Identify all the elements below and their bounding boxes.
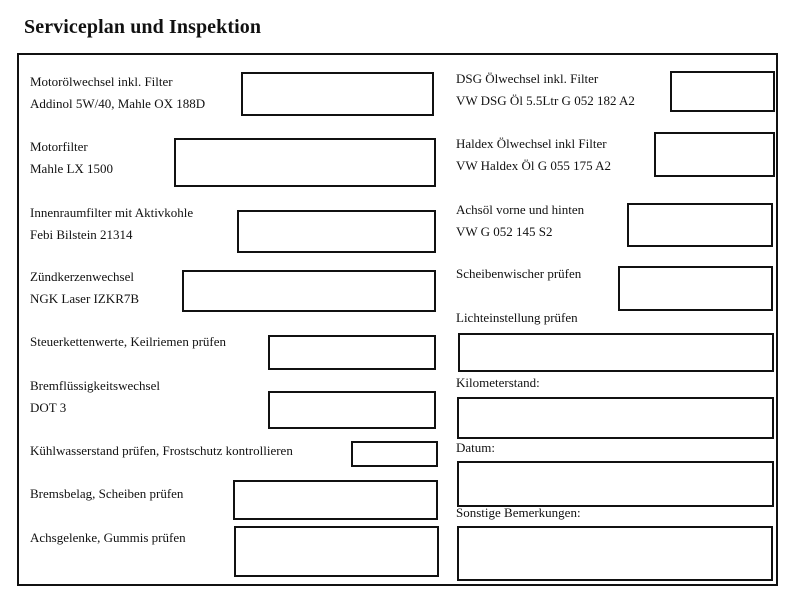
field-dsg[interactable] (670, 71, 775, 112)
label-innenraumfilter (30, 202, 193, 246)
label-line: DOT 3 (30, 400, 67, 415)
label-line: Bremflüssigkeitswechsel (30, 378, 160, 393)
field-zuendkerzen[interactable] (182, 270, 436, 312)
label-achsgelenke (30, 527, 186, 549)
field-datum[interactable] (457, 461, 774, 507)
label-line: Addinol 5W/40, Mahle OX 188D (30, 96, 206, 111)
label-steuerkette (30, 331, 226, 353)
label-achsoel (456, 199, 584, 243)
field-bremsbelag[interactable] (233, 480, 438, 520)
label-line: Bremsbelag, Scheiben prüfen (30, 486, 184, 501)
label-zuendkerzen (30, 266, 139, 310)
label-line: Sonstige Bemerkungen: (456, 505, 581, 520)
label-line: Haldex Ölwechsel inkl Filter (456, 136, 607, 151)
label-line: Lichteinstellung prüfen (456, 310, 578, 325)
label-line: Achsgelenke, Gummis prüfen (30, 530, 186, 545)
label-kilometerstand (456, 372, 540, 394)
label-datum (456, 437, 495, 459)
label-line: Datum: (456, 440, 495, 455)
label-motorfilter (30, 136, 113, 180)
label-line: VW DSG Öl 5.5Ltr G 052 182 A2 (456, 93, 635, 108)
label-line: Mahle LX 1500 (30, 161, 114, 176)
field-motoroelwechsel[interactable] (241, 72, 434, 116)
label-bremsfluessigkeit (30, 375, 160, 419)
label-line: Scheibenwischer prüfen (456, 266, 582, 281)
label-line: Achsöl vorne und hinten (456, 202, 585, 217)
label-kuehlwasser (30, 440, 293, 462)
page-title: Serviceplan und Inspektion (24, 16, 262, 38)
label-line: Kilometerstand: (456, 375, 540, 390)
field-achsgelenke[interactable] (234, 526, 439, 577)
field-innenraumfilter[interactable] (237, 210, 436, 253)
label-line: Motorölwechsel inkl. Filter (30, 74, 173, 89)
field-bremsfluessigkeit[interactable] (268, 391, 436, 429)
label-line: Innenraumfilter mit Aktivkohle (30, 205, 194, 220)
label-line: NGK Laser IZKR7B (30, 291, 140, 306)
label-bemerkungen (456, 502, 581, 524)
field-kuehlwasser[interactable] (351, 441, 438, 467)
label-haldex (456, 133, 611, 177)
field-bemerkungen[interactable] (457, 526, 773, 581)
field-kilometerstand[interactable] (457, 397, 774, 439)
label-lichteinstellung (456, 307, 578, 329)
label-bremsbelag (30, 483, 183, 505)
label-line: DSG Ölwechsel inkl. Filter (456, 71, 599, 86)
label-line: Zündkerzenwechsel (30, 269, 134, 284)
label-line: Febi Bilstein 21314 (30, 227, 133, 242)
label-motoroelwechsel (30, 71, 205, 115)
label-line: Motorfilter (30, 139, 88, 154)
label-scheibenwischer (456, 263, 581, 285)
label-line: Kühlwasserstand prüfen, Frostschutz kontrollieren (30, 443, 293, 458)
field-achsoel[interactable] (627, 203, 773, 247)
field-lichteinstellung[interactable] (458, 333, 774, 372)
field-steuerkette[interactable] (268, 335, 436, 370)
field-haldex[interactable] (654, 132, 775, 177)
field-motorfilter[interactable] (174, 138, 436, 187)
label-line: Steuerkettenwerte, Keilriemen prüfen (30, 334, 226, 349)
label-dsg (456, 68, 635, 112)
label-line: VW Haldex Öl G 055 175 A2 (456, 158, 612, 173)
field-scheibenwischer[interactable] (618, 266, 773, 311)
label-line: VW G 052 145 S2 (456, 224, 553, 239)
